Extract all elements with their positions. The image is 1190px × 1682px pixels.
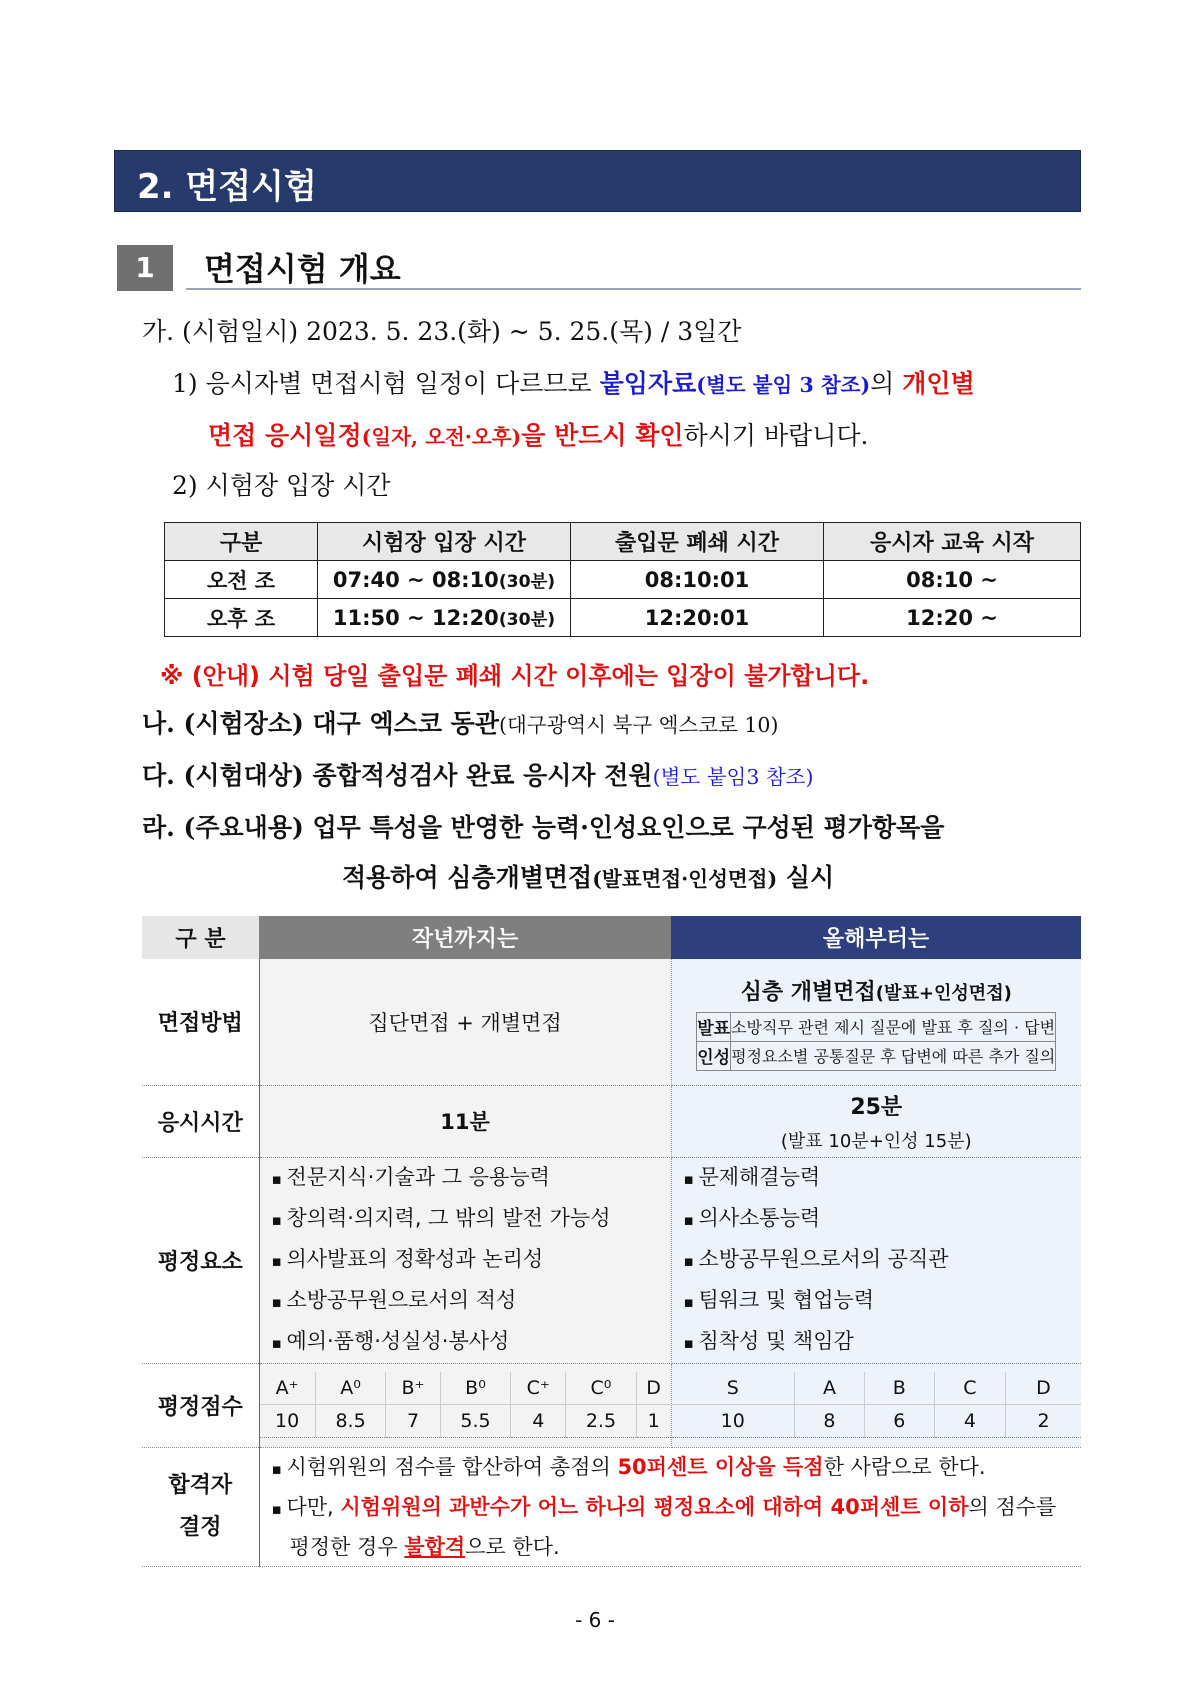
list-item: ▪ 소방공무원으로서의 적성 (272, 1281, 671, 1322)
list-item: ▪ 침착성 및 책임감 (684, 1322, 1082, 1363)
pass-text: 으로 한다. (465, 1534, 560, 1559)
scores-prev (259, 1363, 671, 1447)
points-cell: 7 (386, 1405, 440, 1438)
header-prev: 작년까지는 (259, 916, 671, 959)
pass-bullet-2-cont (272, 1528, 1082, 1566)
pass-label-1: 합격자 (168, 1472, 233, 1498)
cell-close: 08:10:01 (571, 561, 824, 599)
section-header (114, 150, 1081, 212)
entry-time-table (164, 522, 1081, 637)
grade-cell: B⁰ (440, 1372, 511, 1405)
grade-row (672, 1372, 1082, 1405)
notice: ※ (안내) 시험 당일 출입문 폐쇄 시간 이후에는 입장이 불가합니다. (160, 662, 870, 690)
cell-close: 12:20:01 (571, 599, 824, 637)
list-item: ▪ 창의력·의지력, 그 밖의 발전 가능성 (272, 1199, 671, 1240)
grade-cell: D (1006, 1372, 1082, 1405)
item-1-ref: 붙임자료 (599, 369, 697, 398)
header-cell: 시험장 입장 시간 (318, 523, 571, 561)
points-cell: 10 (672, 1405, 795, 1438)
list-item: ▪ 소방공무원으로서의 공직관 (684, 1240, 1082, 1281)
item-ga: 가. (시험일시) 2023. 5. 23.(화) ~ 5. 25.(목) / 3일간 (142, 317, 742, 346)
pass-emph: 50퍼센트 이상을 득점 (617, 1454, 824, 1479)
method-desc: 소방직무 관련 제시 질문에 발표 후 질의 · 답변 (731, 1012, 1056, 1041)
item-ra-line1: 라. (주요내용) 업무 특성을 반영한 능력·인성요인으로 구성된 평가항목을 (142, 813, 945, 842)
pass-text: 다만, (286, 1494, 341, 1519)
duration-curr-sub: (발표 10분+인성 15분) (780, 1130, 972, 1152)
item-1-suffix: 하시기 바랍니다. (683, 421, 869, 450)
entry-note: (30분) (498, 610, 556, 630)
entry-time: 11:50 ~ 12:20 (332, 606, 499, 630)
method-key: 인성 (697, 1041, 731, 1070)
grade-table-curr (672, 1372, 1082, 1438)
method-detail-row (697, 1012, 1056, 1041)
pass-emph: 시험위원의 과반수가 어느 하나의 평정요소에 대하여 40퍼센트 이하 (340, 1494, 969, 1519)
criteria-curr (671, 1157, 1081, 1363)
item-ra-b: 실시 (777, 863, 835, 892)
list-item: ▪ 의사소통능력 (684, 1199, 1082, 1240)
entry-note: (30분) (498, 572, 556, 592)
criteria-prev (259, 1157, 671, 1363)
item-2: 2) 시험장 입장 시간 (172, 471, 391, 500)
item-1-ref-sub: (별도 붙임 3 참조) (696, 373, 871, 397)
item-1-mid: 의 (870, 369, 903, 398)
item-1-emph3: 을 반드시 확인 (521, 421, 684, 450)
points-cell: 1 (636, 1405, 670, 1438)
duration-curr (671, 1085, 1081, 1157)
table-row (165, 599, 1081, 637)
grade-cell: B⁺ (386, 1372, 440, 1405)
pass-text: 시험위원의 점수를 합산하여 총점의 (286, 1454, 618, 1479)
item-1-emph2-sub: (일자, 오전·오후) (361, 425, 522, 449)
method-key: 발표 (697, 1012, 731, 1041)
item-1-prefix: 1) 응시자별 면접시험 일정이 다르므로 (172, 369, 600, 398)
pass-bullet-2: ▪ 다만, 시험위원의 과반수가 어느 하나의 평정요소에 대하여 40퍼센트 이하의 점수를 (271, 1494, 1057, 1519)
header-curr: 올해부터는 (671, 916, 1081, 959)
points-cell: 4 (511, 1405, 566, 1438)
table-header-row (165, 523, 1081, 561)
header-label: 구 분 (142, 916, 259, 959)
pass-bullet-1: ▪ 시험위원의 점수를 합산하여 총점의 50퍼센트 이상을 득점한 사람으로 한다. (271, 1454, 986, 1479)
points-cell: 6 (864, 1405, 934, 1438)
comparison-header-row (142, 916, 1081, 959)
item-da (142, 756, 813, 792)
grade-cell: C⁰ (566, 1372, 637, 1405)
grade-cell: B (864, 1372, 934, 1405)
cell-group: 오후 조 (165, 599, 318, 637)
header-cell: 출입문 폐쇄 시간 (571, 523, 824, 561)
page-number: - 6 - (575, 1608, 615, 1632)
row-scores (142, 1363, 1081, 1447)
row-label: 면접방법 (142, 959, 259, 1085)
subsection-number: 1 (117, 245, 173, 291)
grade-cell: C (934, 1372, 1005, 1405)
points-row (260, 1405, 671, 1438)
entry-time: 07:40 ~ 08:10 (332, 568, 499, 592)
pass-rule (259, 1447, 1081, 1566)
criteria-prev-list (260, 1158, 671, 1363)
method-detail-table (696, 1012, 1056, 1071)
item-ra-a: 적용하여 심층개별면접 (342, 863, 593, 892)
row-criteria (142, 1157, 1081, 1363)
cell-edu: 08:10 ~ (824, 561, 1081, 599)
cell-entry (318, 561, 571, 599)
pass-label-2: 결정 (178, 1514, 222, 1540)
comparison-table (142, 916, 1081, 1567)
item-na-main: 나. (시험장소) 대구 엑스코 동관 (142, 709, 499, 738)
grade-cell: S (672, 1372, 795, 1405)
grade-table-prev (260, 1372, 671, 1438)
row-duration (142, 1085, 1081, 1157)
points-cell: 8 (795, 1405, 865, 1438)
points-cell: 2.5 (566, 1405, 637, 1438)
table-row (165, 561, 1081, 599)
header-cell: 구분 (165, 523, 318, 561)
list-item: ▪ 예의·품행·성실성·봉사성 (272, 1322, 671, 1363)
points-cell: 4 (934, 1405, 1005, 1438)
cell-entry (318, 599, 571, 637)
row-pass (142, 1447, 1081, 1566)
row-label: 평정점수 (142, 1363, 259, 1447)
pass-text: 한 사람으로 한다. (823, 1454, 986, 1479)
subsection-underline (186, 288, 1081, 290)
item-na-sub: (대구광역시 북구 엑스코로 10) (498, 713, 779, 737)
item-da-main: 다. (시험대상) 종합적성검사 완료 응시자 전원 (142, 761, 653, 790)
cell-edu: 12:20 ~ (824, 599, 1081, 637)
item-na (142, 704, 778, 740)
pass-text: 평정한 경우 (289, 1534, 405, 1559)
points-cell: 2 (1006, 1405, 1082, 1438)
duration-prev: 11분 (259, 1085, 671, 1157)
row-label: 평정요소 (142, 1157, 259, 1363)
item-ra-line2 (342, 858, 834, 894)
grade-cell: C⁺ (511, 1372, 566, 1405)
grade-row (260, 1372, 671, 1405)
item-1-emph2: 면접 응시일정 (208, 421, 362, 450)
row-label: 응시시간 (142, 1085, 259, 1157)
row-method (142, 959, 1081, 1085)
cell-group: 오전 조 (165, 561, 318, 599)
scores-curr (671, 1363, 1081, 1447)
item-1-emph1: 개인별 (902, 369, 975, 398)
method-detail-row (697, 1041, 1056, 1070)
list-item: ▪ 팀워크 및 협업능력 (684, 1281, 1082, 1322)
header-cell: 응시자 교육 시작 (824, 523, 1081, 561)
method-curr-title (672, 975, 1082, 1006)
method-desc: 평정요소별 공통질문 후 답변에 따른 추가 질의 (731, 1041, 1056, 1070)
method-curr (671, 959, 1081, 1085)
grade-cell: A⁰ (315, 1372, 386, 1405)
grade-cell: A (795, 1372, 865, 1405)
item-da-sub: (별도 붙임3 참조) (652, 765, 814, 789)
list-item: ▪ 의사발표의 정확성과 논리성 (272, 1240, 671, 1281)
criteria-curr-list (672, 1158, 1082, 1363)
method-prev: 집단면접 + 개별면접 (259, 959, 671, 1085)
list-item: ▪ 전문지식·기술과 그 응용능력 (272, 1158, 671, 1199)
points-cell: 10 (260, 1405, 316, 1438)
points-cell: 8.5 (315, 1405, 386, 1438)
pass-emph: 불합격 (404, 1534, 466, 1559)
grade-cell: A⁺ (260, 1372, 316, 1405)
pass-text: 의 점수를 (968, 1494, 1057, 1519)
points-row (672, 1405, 1082, 1438)
item-1-line1 (172, 364, 975, 400)
section-title: 2. 면접시험 (137, 167, 317, 207)
duration-curr-main: 25분 (850, 1094, 903, 1120)
method-title-main: 심층 개별면접 (740, 979, 876, 1005)
grade-cell: D (636, 1372, 670, 1405)
row-label (142, 1447, 259, 1566)
points-cell: 5.5 (440, 1405, 511, 1438)
method-title-sub: (발표+인성면접) (875, 982, 1012, 1004)
list-item: ▪ 문제해결능력 (684, 1158, 1082, 1199)
item-ra-sub: (발표면접·인성면접) (592, 867, 778, 891)
item-1-line2 (208, 416, 869, 452)
subsection-title: 면접시험 개요 (204, 250, 401, 288)
